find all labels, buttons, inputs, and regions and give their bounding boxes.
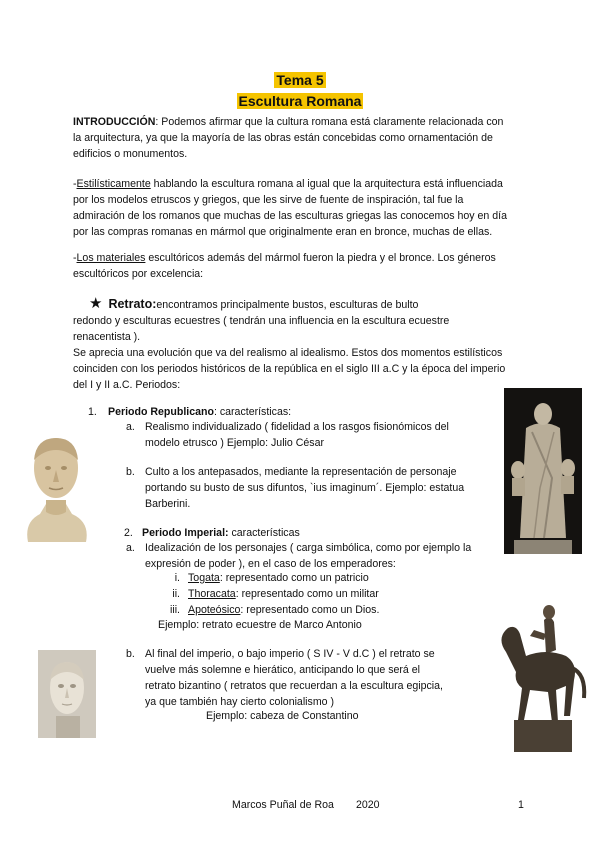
constantine-head-image xyxy=(38,650,96,738)
star-bullet-icon: ★ xyxy=(89,295,103,312)
portrait-label: Retrato: xyxy=(108,297,157,311)
intro-label: INTRODUCCIÓN xyxy=(73,116,156,128)
imperial-heading: 2. Periodo Imperial: características xyxy=(124,527,300,539)
title-topic: Tema 5 xyxy=(276,72,324,88)
materials-paragraph: -Los materiales escultóricos además del mármol fueron la piedra y el bronce. Los géneros escultóricos por excelencia: xyxy=(73,252,496,280)
title-line-2 xyxy=(0,93,600,109)
imperial-item-a: a. Idealización de los personajes ( carga simbólica, como por ejemplo la expresión de poder ), en el caso de los emperadores: xyxy=(126,542,472,570)
imperial-example: Ejemplo: retrato ecuestre de Marco Antonio xyxy=(158,619,362,631)
style-paragraph: -Estilísticamente hablando la escultura romana al igual que la arquitectura está influenciada por los modelos etruscos y griegos, que les sirve de fuente de inspiración, tal fue la admiración de los romanos que muchas de las esculturas griegas las conocemos hoy en día por las compras romanas en mármol que originalmente eran en bronce, muchas de ellas. xyxy=(73,178,507,238)
julius-caesar-bust-image xyxy=(16,430,96,542)
portrait-paragraph: ★ Retrato:encontramos principalmente bustos, esculturas de bulto redondo y esculturas ecuestres ( tendrán una influencia en la escultura ecuestre renacentista ). Se aprecia una evolución que va del realismo al idealismo. Estos dos momentos estilísticos coinciden con los periodos históricos de la república en el siglo III a.C y la época del imperio del I y II a.C. Periodos: xyxy=(73,295,506,391)
republican-item-b: b. Culto a los antepasados, mediante la representación de personaje portando su busto de sus difuntos, `ius imaginum´. Ejemplo: estatua Barberini. xyxy=(126,466,465,510)
title-line-1 xyxy=(0,72,600,88)
barberini-statue-image xyxy=(504,388,582,554)
constantine-example: Ejemplo: cabeza de Constantino xyxy=(206,710,359,722)
style-term: Estilísticamente xyxy=(76,178,151,190)
footer-author: Marcos Puñal de Roa xyxy=(232,799,334,811)
apoteosico-term: Apoteósico xyxy=(188,604,241,616)
intro-paragraph: INTRODUCCIÓN: Podemos afirmar que la cultura romana está claramente relacionada con la arquitectura, ya que la mayoría de las obras están concebidas como ornamentación de edificios o monumentos. xyxy=(73,116,504,160)
materials-term: Los materiales xyxy=(76,252,146,264)
equestrian-statue-image xyxy=(486,590,592,752)
imperial-item-b: b. Al final del imperio, o bajo imperio ( S IV - V d.C ) el retrato se vuelve más solemne e hierático, anticipando lo que será el retrato bizantino ( retratos que recuerdan a la escultura egipcia, ya que también hay cierto colonialismo ) xyxy=(126,648,443,708)
republican-item-a: a. Realismo individualizado ( fidelidad a los rasgos fisionómicos del modelo etrusco ) Ejemplo: Julio César xyxy=(126,421,449,449)
imperial-label: Periodo Imperial: xyxy=(142,527,229,539)
thoracata-term: Thoracata xyxy=(188,588,236,600)
footer-page-number: 1 xyxy=(518,799,524,811)
footer-year: 2020 xyxy=(356,799,380,811)
imperial-subitems: i. Togata: representado como un patricio ii. Thoracata: representado como un militar iii. Apoteósico: representado como un Dios. xyxy=(169,572,380,616)
togata-term: Togata xyxy=(188,572,220,584)
republican-label: Periodo Republicano xyxy=(108,406,214,418)
republican-heading: 1. Periodo Republicano: características: xyxy=(88,406,292,418)
title-subject: Escultura Romana xyxy=(238,93,362,109)
